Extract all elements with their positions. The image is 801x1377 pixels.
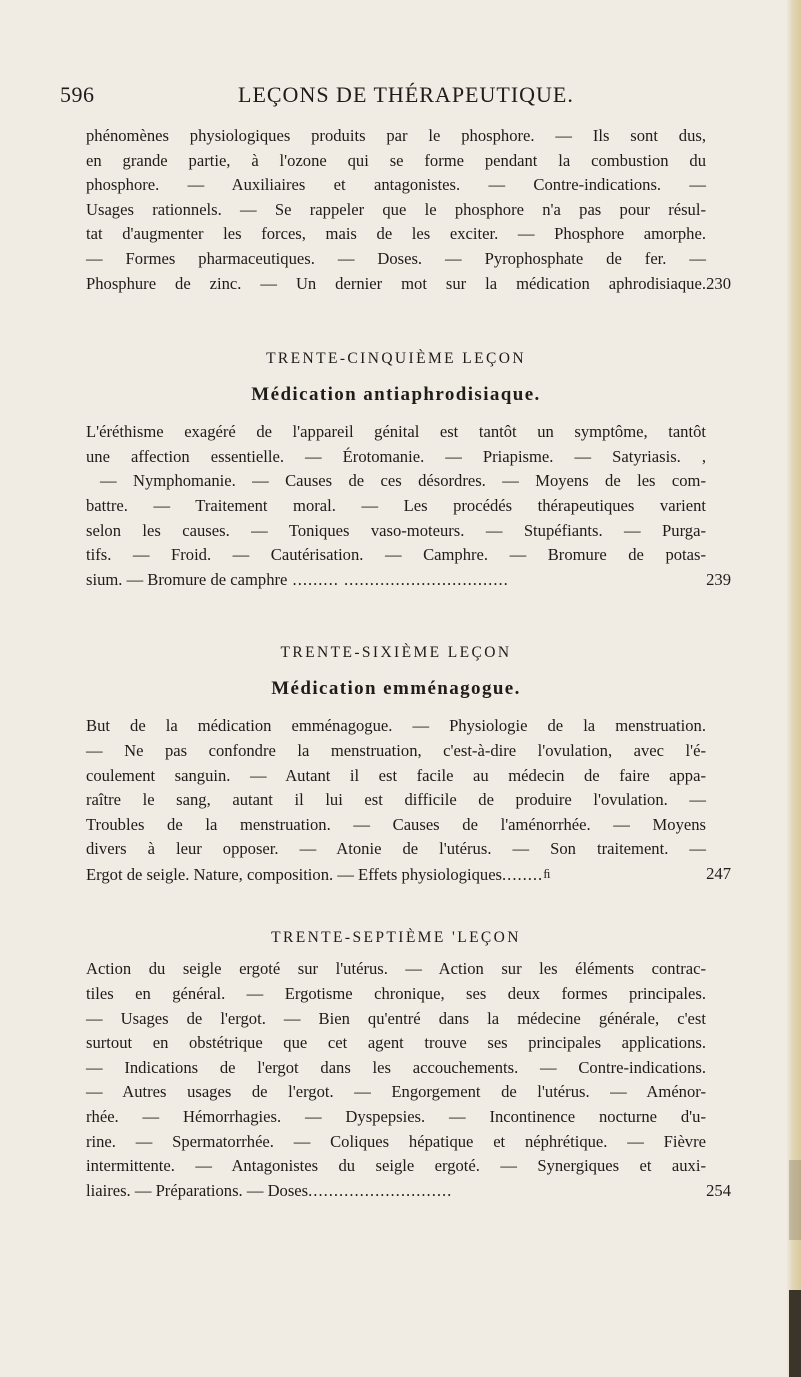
medication-heading: Médication antiaphrodisiaque. xyxy=(251,384,541,406)
entry-text-line: surtout en obstétrique que cet agent trouve ses principales applications. xyxy=(86,1033,706,1053)
page-number: 596 xyxy=(60,82,95,107)
lecon-heading: TRENTE-SEPTIÈME 'LEÇON xyxy=(271,929,521,947)
entry-text-line: coulement sanguin. — Autant il est facile au médecin de faire appa- xyxy=(86,765,706,785)
entry-text-end: Ergot de seigle. Nature, composition. — Effets physiologiques xyxy=(86,864,503,884)
entry-text-line xyxy=(86,862,706,888)
entry-text-line xyxy=(86,568,706,593)
entry-text-line: phosphore. — Auxiliaires et antagonistes. — Contre-indications. — xyxy=(86,175,706,195)
entry-text-line: divers à leur opposer. — Atonie de l'utérus. — Son traitement. — xyxy=(86,839,706,859)
entry-text-line: une affection essentielle. — Érotomanie. — Priapisme. — Satyriasis. , xyxy=(86,446,706,466)
entry-text-line: Phosphure de zinc. — Un dernier mot sur la médication aphrodisiaque. xyxy=(86,273,706,293)
toc-entry-lecon-35 xyxy=(86,350,731,592)
entry-text-line: Usages rationnels. — Se rappeler que le phosphore n'a pas pour résul- xyxy=(86,199,706,219)
entry-text-line: intermittente. — Antagonistes du seigle ergoté. — Synergiques et auxi- xyxy=(86,1156,706,1176)
entry-text-line: phénomènes physiologiques produits par le phosphore. — Ils sont dus, xyxy=(86,126,706,145)
entry-text-line xyxy=(86,1179,706,1204)
entry-text-line: battre. — Traitement moral. — Les procédés thérapeutiques varient xyxy=(86,495,706,515)
entry-text-end: liaires. — Préparations. — Doses xyxy=(86,1180,309,1200)
entry-text-line: But de la médication emménagogue. — Physiologie de la menstruation. xyxy=(86,716,706,736)
entry-text-line: en grande partie, à l'ozone qui se forme pendant la combustion du xyxy=(86,150,706,170)
entry-text-line: rhée. — Hémorrhagies. — Dyspepsies. — Incontinence nocturne d'u- xyxy=(86,1107,706,1127)
entry-text-end: sium. — Bromure de camphre xyxy=(86,569,288,589)
printer-mark: ﬁ xyxy=(543,865,551,881)
medication-heading: Médication emménagogue. xyxy=(271,678,521,700)
entry-text-line: Action du seigle ergoté sur l'utérus. — Action sur les éléments contrac- xyxy=(86,959,706,979)
entry-text-line: tat d'augmenter les forces, mais de les exciter. — Phosphore amorphe. xyxy=(86,224,706,244)
dot-leader: ............................ xyxy=(308,1180,453,1200)
page-edge-shadow xyxy=(789,1160,801,1240)
page-reference: 254 xyxy=(706,1180,731,1200)
toc-entry-phosphore xyxy=(86,124,731,296)
entry-text-line: — Ne pas confondre la menstruation, c'est-à-dire l'ovulation, avec l'é- xyxy=(86,740,706,760)
entry-text-line: — Formes pharmaceutiques. — Doses. — Pyrophosphate de fer. — xyxy=(86,248,706,268)
entry-text-line: tiles en général. — Ergotisme chronique, ses deux formes principales. xyxy=(86,984,706,1004)
dot-leader: ......... ................................ xyxy=(287,569,509,589)
entry-text-line: selon les causes. — Toniques vaso-moteurs. — Stupéfiants. — Purga- xyxy=(86,520,706,540)
entry-text-line: — Nymphomanie. — Causes de ces désordres. — Moyens de les com- xyxy=(100,471,706,491)
table-of-contents xyxy=(86,124,731,1203)
entry-text-line: — Usages de l'ergot. — Bien qu'entré dans la médecine générale, c'est xyxy=(86,1008,706,1028)
entry-text-line: tifs. — Froid. — Cautérisation. — Camphre. — Bromure de potas- xyxy=(86,545,706,565)
page-reference: 230 xyxy=(706,273,731,293)
page-title: LEÇONS DE THÉRAPEUTIQUE. xyxy=(238,82,574,107)
entry-text-line: rine. — Spermatorrhée. — Coliques hépatique et néphrétique. — Fièvre xyxy=(86,1131,706,1151)
lecon-heading: TRENTE-SIXIÈME LEÇON xyxy=(280,644,512,662)
entry-text-line: — Indications de l'ergot dans les accouchements. — Contre-indications. xyxy=(86,1057,706,1077)
running-head xyxy=(60,82,710,112)
page-reference: 239 xyxy=(706,569,731,589)
dot-leader: ........ xyxy=(502,864,544,884)
entry-text-line: — Autres usages de l'ergot. — Engorgement de l'utérus. — Aménor- xyxy=(86,1082,706,1102)
page-reference: 247 xyxy=(706,863,731,883)
toc-entry-lecon-37 xyxy=(86,929,731,1203)
page-edge-shadow xyxy=(789,1290,801,1377)
lecon-heading: TRENTE-CINQUIÈME LEÇON xyxy=(266,350,526,368)
entry-text-line: raître le sang, autant il lui est difficile de produire l'ovulation. — xyxy=(86,790,706,810)
entry-text-line: Troubles de la menstruation. — Causes de l'aménorrhée. — Moyens xyxy=(86,814,706,834)
toc-entry-lecon-36 xyxy=(86,644,731,887)
entry-text-line: L'éréthisme exagéré de l'appareil génital est tantôt un symptôme, tantôt xyxy=(86,422,706,442)
